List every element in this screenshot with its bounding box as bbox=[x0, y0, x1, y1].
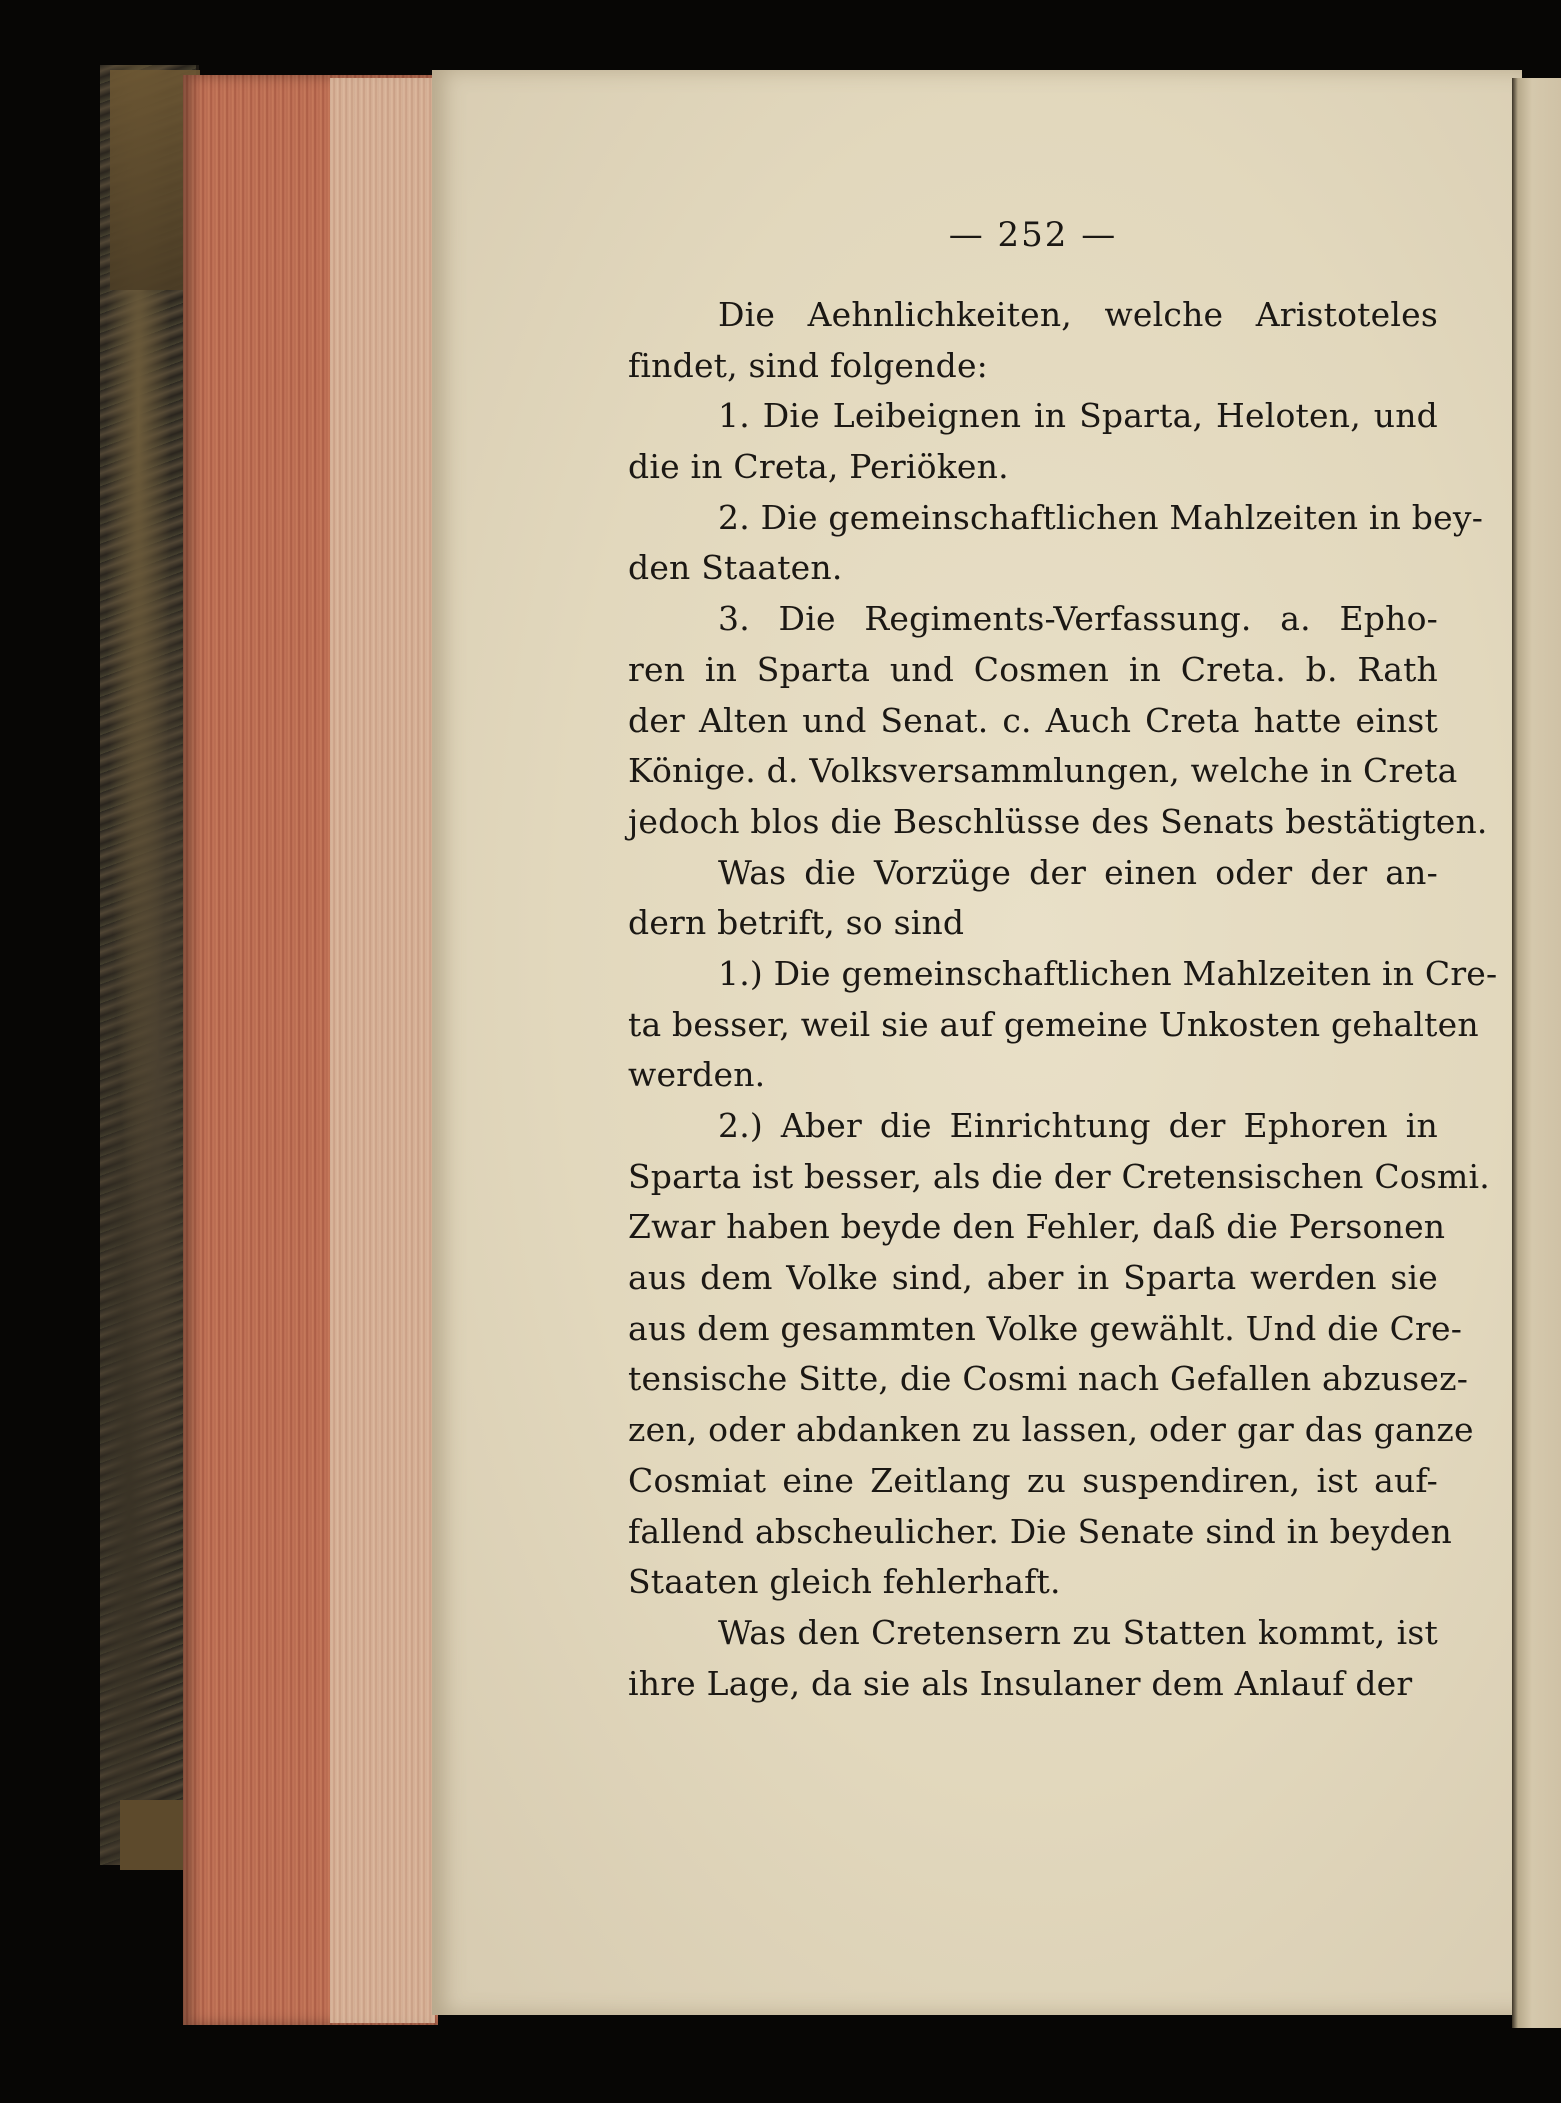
text-line: die in Creta, Periöken. bbox=[628, 447, 1009, 487]
text-line: 2.) Aber die Einrichtung der Ephoren in bbox=[718, 1106, 1438, 1145]
text-line: zen, oder abdanken zu lassen, oder gar das ganze bbox=[628, 1410, 1474, 1450]
text-line: aus dem gesammten Volke gewählt. Und die Cre- bbox=[628, 1308, 1463, 1348]
text-line: 1.) Die gemeinschaftlichen Mahlzeiten in Cre- bbox=[718, 953, 1498, 993]
page-stack-edges bbox=[330, 78, 435, 2023]
text-line: Cosmiat eine Zeitlang zu suspendiren, ist auf- bbox=[628, 1460, 1438, 1500]
facing-page-edge bbox=[1512, 78, 1561, 2028]
text-line: ihre Lage, da sie als Insulaner dem Anlauf der bbox=[628, 1663, 1413, 1703]
text-line: Was die Vorzüge der einen oder der an- bbox=[718, 852, 1438, 892]
text-line: ren in Sparta und Cosmen in Creta. b. Rath bbox=[628, 649, 1438, 689]
text-line: Sparta ist besser, als die der Cretensischen Cosmi. bbox=[628, 1156, 1490, 1196]
text-line: werden. bbox=[628, 1055, 766, 1095]
text-line: 3. Die Regiments-Verfassung. a. Epho- bbox=[718, 599, 1438, 639]
text-line: ta besser, weil sie auf gemeine Unkosten gehalten bbox=[628, 1004, 1479, 1044]
text-line: Was den Cretensern zu Statten kommt, ist bbox=[718, 1612, 1438, 1652]
text-line: dern betrift, so sind bbox=[628, 903, 965, 943]
text-line: tensische Sitte, die Cosmi nach Gefallen abzusez- bbox=[628, 1359, 1469, 1399]
text-line: 2. Die gemeinschaftlichen Mahlzeiten in bey- bbox=[718, 497, 1484, 537]
text-line: den Staaten. bbox=[628, 548, 843, 588]
text-line: Zwar haben beyde den Fehler, daß die Personen bbox=[628, 1207, 1446, 1247]
text-line: aus dem Volke sind, aber in Sparta werden sie bbox=[628, 1258, 1438, 1298]
text-line: 1. Die Leibeignen in Sparta, Heloten, und bbox=[718, 396, 1438, 436]
text-line: Könige. d. Volksversammlungen, welche in Creta bbox=[628, 751, 1458, 791]
text-line: jedoch blos die Beschlüsse des Senats bestätigten. bbox=[628, 801, 1488, 841]
text-line: Staaten gleich fehlerhaft. bbox=[628, 1562, 1061, 1602]
text-line: Die Aehnlichkeiten, welche Aristoteles bbox=[718, 295, 1438, 334]
page-number: — 252 — bbox=[948, 215, 1118, 255]
text-line: fallend abscheulicher. Die Senate sind in beyden bbox=[628, 1511, 1452, 1551]
text-line: der Alten und Senat. c. Auch Creta hatte einst bbox=[628, 700, 1438, 740]
text-line: findet, sind folgende: bbox=[628, 345, 988, 385]
text-lines bbox=[628, 290, 1498, 1709]
